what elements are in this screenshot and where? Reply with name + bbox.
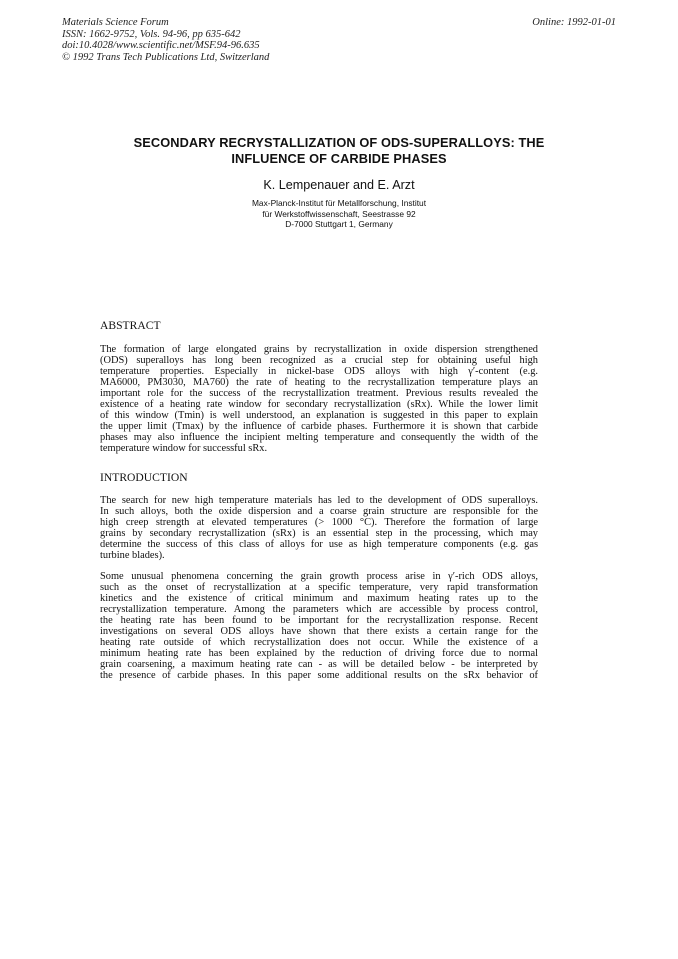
- abstract-line: The formation of large elongated grains by recrystallization in oxide dispersion strengthened: [100, 344, 538, 355]
- abstract-line: existence of a heating rate window for secondary recrystallization (sRx). While the lower limit: [100, 398, 538, 410]
- affiliation-line-1: Max-Planck-Institut für Metallforschung, Institut: [251, 198, 427, 208]
- authors: K. Lempenauer and E. Arzt: [263, 178, 415, 192]
- journal-header: [62, 17, 269, 63]
- intro-line: heating rate outside of which recrystallization does not occur. While the existence of a: [100, 636, 538, 648]
- intro-line: high creep strength at elevated temperatures (> 1000 °C). Therefore the formation of large: [100, 516, 538, 528]
- doi-line[interactable]: doi:10.4028/www.scientific.net/MSF.94-96.635: [62, 40, 260, 52]
- intro-line: such as the onset of recrystallization at a specific temperature, very rapid transformation: [100, 581, 538, 593]
- online-date-text: Online: 1992-01-01: [532, 17, 616, 28]
- abstract-line: (ODS) superalloys has long been recognized as a crucial step for obtaining useful high: [100, 354, 538, 366]
- abstract-line: important role for the success of the recrystallization treatment. Previous results revealed the: [100, 387, 538, 399]
- issn-line: ISSN: 1662-9752, Vols. 94-96, pp 635-642: [62, 28, 241, 40]
- paper-title: [80, 135, 598, 167]
- journal-name: Materials Science Forum: [62, 17, 169, 28]
- affiliation: [120, 198, 558, 230]
- intro-line: The search for new high temperature materials has led to the development of ODS superalloys.: [100, 495, 538, 506]
- intro-line: In such alloys, both the oxide dispersion and a coarse grain structure are responsible for the: [100, 505, 538, 517]
- abstract-line: phases may also influence the incipient melting temperature and consequently the width of the: [100, 431, 538, 443]
- intro-line: grain coarsening, a maximum heating rate can - as will be detailed below - be interpreted by: [100, 658, 538, 670]
- intro-line: investigations on several ODS alloys have shown that there exists a certain range for the: [100, 625, 538, 637]
- intro-line: grains by secondary recrystallization (sRx) is an essential step in the processing, which may: [100, 527, 538, 539]
- copyright-line: © 1992 Trans Tech Publications Ltd, Switzerland: [62, 51, 270, 63]
- abstract-line: the upper limit (Tmax) by the influence of carbide phases. Furthermore it is shown that carbide: [100, 420, 538, 432]
- abstract-heading: ABSTRACT: [100, 319, 161, 332]
- title-line-2: INFLUENCE OF CARBIDE PHASES: [231, 151, 447, 166]
- online-date: [532, 17, 616, 29]
- title-line-1: SECONDARY RECRYSTALLIZATION OF ODS-SUPERALLOYS: THE: [133, 135, 545, 150]
- intro-line: the heating rate has been found to be important for the recrystallization response. Recent: [100, 614, 538, 626]
- abstract-line: of this window (Tmin) is well understood, an explanation is suggested in this paper to explain: [100, 409, 538, 421]
- abstract-line: temperature properties. Especially in nickel-base ODS alloys with high γ′-content (e.g.: [100, 365, 538, 377]
- intro-line: recrystallization temperature. Among the parameters which are accessible by process control,: [100, 603, 538, 615]
- affiliation-line-2: für Werkstoffwissenschaft, Seestrasse 92: [262, 208, 416, 219]
- intro-line: determine the success of this class of alloys for use as high temperature components (e.g. gas: [100, 538, 538, 550]
- abstract-line: MA6000, PM3030, MA760) the rate of heating to the recrystallization temperature plays an: [100, 376, 538, 388]
- introduction-paragraph-2: [100, 572, 538, 682]
- intro-line: Some unusual phenomena concerning the grain growth process arise in γ′-rich ODS alloys,: [100, 571, 538, 582]
- intro-line: kinetics and the existence of critical minimum and maximum heating rates up to the: [100, 592, 538, 604]
- affiliation-line-3: D-7000 Stuttgart 1, Germany: [285, 219, 393, 230]
- intro-line: the presence of carbide phases. In this paper some additional results on the sRx behavior of: [100, 669, 538, 681]
- introduction-paragraph-1: [100, 496, 538, 562]
- intro-line: turbine blades).: [100, 549, 165, 561]
- abstract-line: temperature window for successful sRx.: [100, 442, 268, 454]
- introduction-heading: INTRODUCTION: [100, 471, 188, 484]
- abstract-body: [100, 345, 538, 455]
- intro-line: minimum heating rate has been explained by the reduction of driving force due to normal: [100, 647, 538, 659]
